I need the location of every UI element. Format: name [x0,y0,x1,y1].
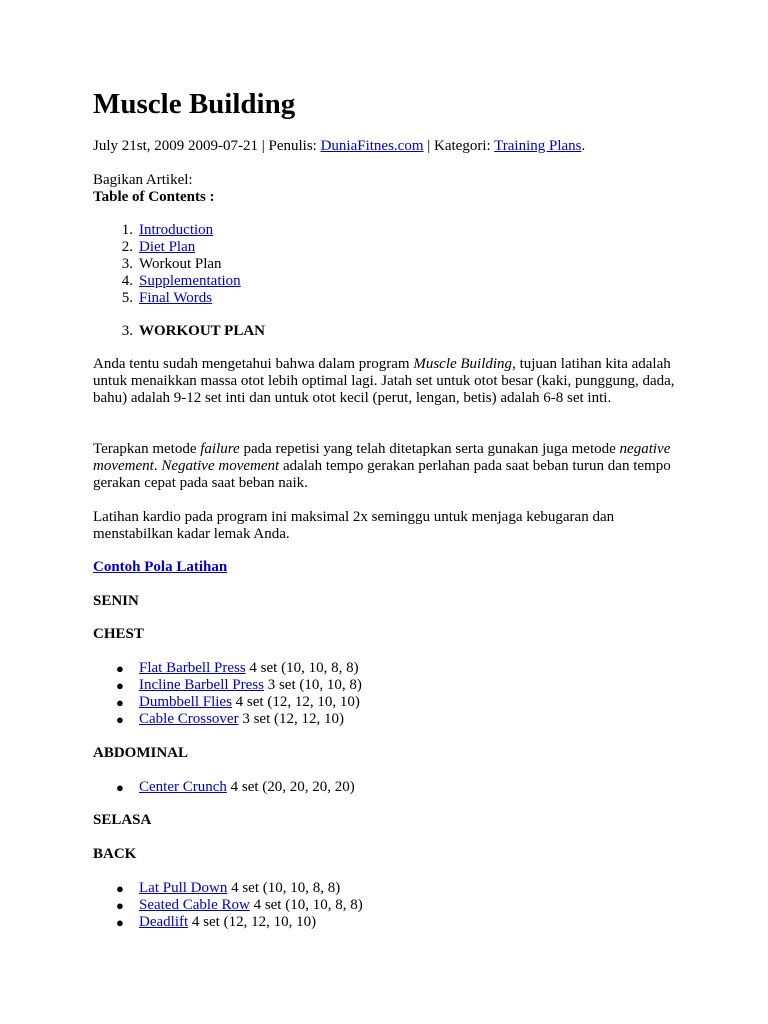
list-item [116,897,363,914]
list-item [116,660,362,677]
list-item [116,711,362,728]
exercise-link[interactable]: Center Crunch [139,779,227,795]
exercise-link[interactable]: Incline Barbell Press [139,677,264,693]
paragraph-cardio: Latihan kardio pada program ini maksimal 2x seminggu untuk menjaga kebugaran dan menstabilkan kadar lemak Anda. [93,509,615,542]
toc-link-introduction[interactable]: Introduction [139,222,214,238]
text-run: , tujuan latihan kita adalah untuk menaikkan massa otot lebih optimal lagi. Jatah set untuk otot besar (kaki, punggung, dada, bahu) adalah 9-12 set inti dan untuk otot kecil (perut, lengan, betis) adalah 6-8 set inti. [93,356,675,406]
section-title: WORKOUT PLAN [139,323,265,339]
emphasis: Negative movement [161,458,280,474]
category-label: | Kategori: [423,138,495,154]
bullet-icon: ● [116,898,124,913]
toc-number: 4. [121,273,133,289]
exercise-link[interactable]: Seated Cable Row [139,897,250,913]
text-run: Anda tentu sudah mengetahui bahwa dalam program [93,356,414,372]
muscle-title: ABDOMINAL [93,745,189,761]
meta-end: . [581,138,586,154]
bullet-icon: ● [116,915,124,930]
article-meta [93,138,585,155]
bullet-icon: ● [116,678,124,693]
exercise-sets: 4 set (12, 12, 10, 10) [188,914,317,930]
toc-current-workout-plan: Workout Plan [139,256,222,272]
list-item [116,779,355,796]
bullet-icon: ● [116,780,124,795]
text-run: . [153,458,162,474]
exercise-sets: 4 set (12, 12, 10, 10) [231,694,360,710]
page-title: Muscle Building [93,88,296,120]
share-label: Bagikan Artikel: [93,172,193,188]
list-item [116,694,362,711]
list-item [116,914,363,931]
exercise-link[interactable]: Flat Barbell Press [139,660,246,676]
toc-item-final-words[interactable] [121,290,241,307]
table-of-contents [121,222,241,307]
author-link[interactable]: DuniaFitnes.com [320,138,424,154]
exercise-link[interactable]: Deadlift [139,914,189,930]
author-label: | Penulis: [258,138,321,154]
day-heading-senin [93,593,139,610]
emphasis: negative movement [93,441,671,474]
bullet-icon: ● [116,695,124,710]
exercise-link[interactable]: Lat Pull Down [139,880,228,896]
pattern-heading[interactable] [93,559,227,576]
toc-link-diet-plan[interactable]: Diet Plan [139,239,196,255]
day-title: SELASA [93,812,152,828]
muscle-title: CHEST [93,626,144,642]
toc-item-supplementation[interactable] [121,273,241,290]
section-heading [121,323,265,340]
toc-number: 5. [121,290,133,306]
text-run: pada repetisi yang telah ditetapkan serta gunakan juga metode [239,441,620,457]
muscle-title: BACK [93,846,137,862]
muscle-heading-abdominal [93,745,188,762]
category-link[interactable]: Training Plans [494,138,582,154]
exercise-link[interactable]: Dumbbell Flies [139,694,232,710]
day-title: SENIN [93,593,139,609]
abdominal-exercise-list [116,779,355,796]
pattern-heading-link[interactable]: Contoh Pola Latihan [93,559,228,575]
toc-item-workout-plan [121,256,241,273]
back-exercise-list [116,880,363,931]
exercise-sets: 4 set (20, 20, 20, 20) [226,779,355,795]
toc-title [93,189,215,206]
muscle-heading-back [93,846,136,863]
list-item [116,677,362,694]
exercise-sets: 4 set (10, 10, 8, 8) [227,880,341,896]
exercise-sets: 4 set (10, 10, 8, 8) [249,897,363,913]
emphasis: Muscle Building [413,356,513,372]
toc-item-introduction[interactable] [121,222,241,239]
text-run: adalah tempo gerakan perlahan pada saat beban turun dan tempo gerakan cepat pada saat beban naik. [93,458,671,491]
toc-number: 1. [121,222,133,238]
toc-link-final-words[interactable]: Final Words [139,290,213,306]
exercise-sets: 3 set (10, 10, 8) [263,677,362,693]
paragraph-method [93,441,693,492]
bullet-icon: ● [116,881,124,896]
muscle-heading-chest [93,626,144,643]
bullet-icon: ● [116,712,124,727]
bullet-icon: ● [116,661,124,676]
section-number: 3. [121,323,133,339]
toc-number: 3. [121,256,133,272]
list-item [116,880,363,897]
toc-link-supplementation[interactable]: Supplementation [139,273,241,289]
day-heading-selasa [93,812,151,829]
exercise-sets: 4 set (10, 10, 8, 8) [245,660,359,676]
paragraph-intro [93,356,693,407]
text-run: Terapkan metode [93,441,201,457]
exercise-sets: 3 set (12, 12, 10) [238,711,344,727]
chest-exercise-list [116,660,362,728]
emphasis: failure [200,441,240,457]
toc-title-text: Table of Contents : [93,189,215,205]
toc-item-diet-plan[interactable] [121,239,241,256]
exercise-link[interactable]: Cable Crossover [139,711,239,727]
toc-number: 2. [121,239,133,255]
post-date: July 21st, 2009 2009-07-21 [93,138,258,154]
